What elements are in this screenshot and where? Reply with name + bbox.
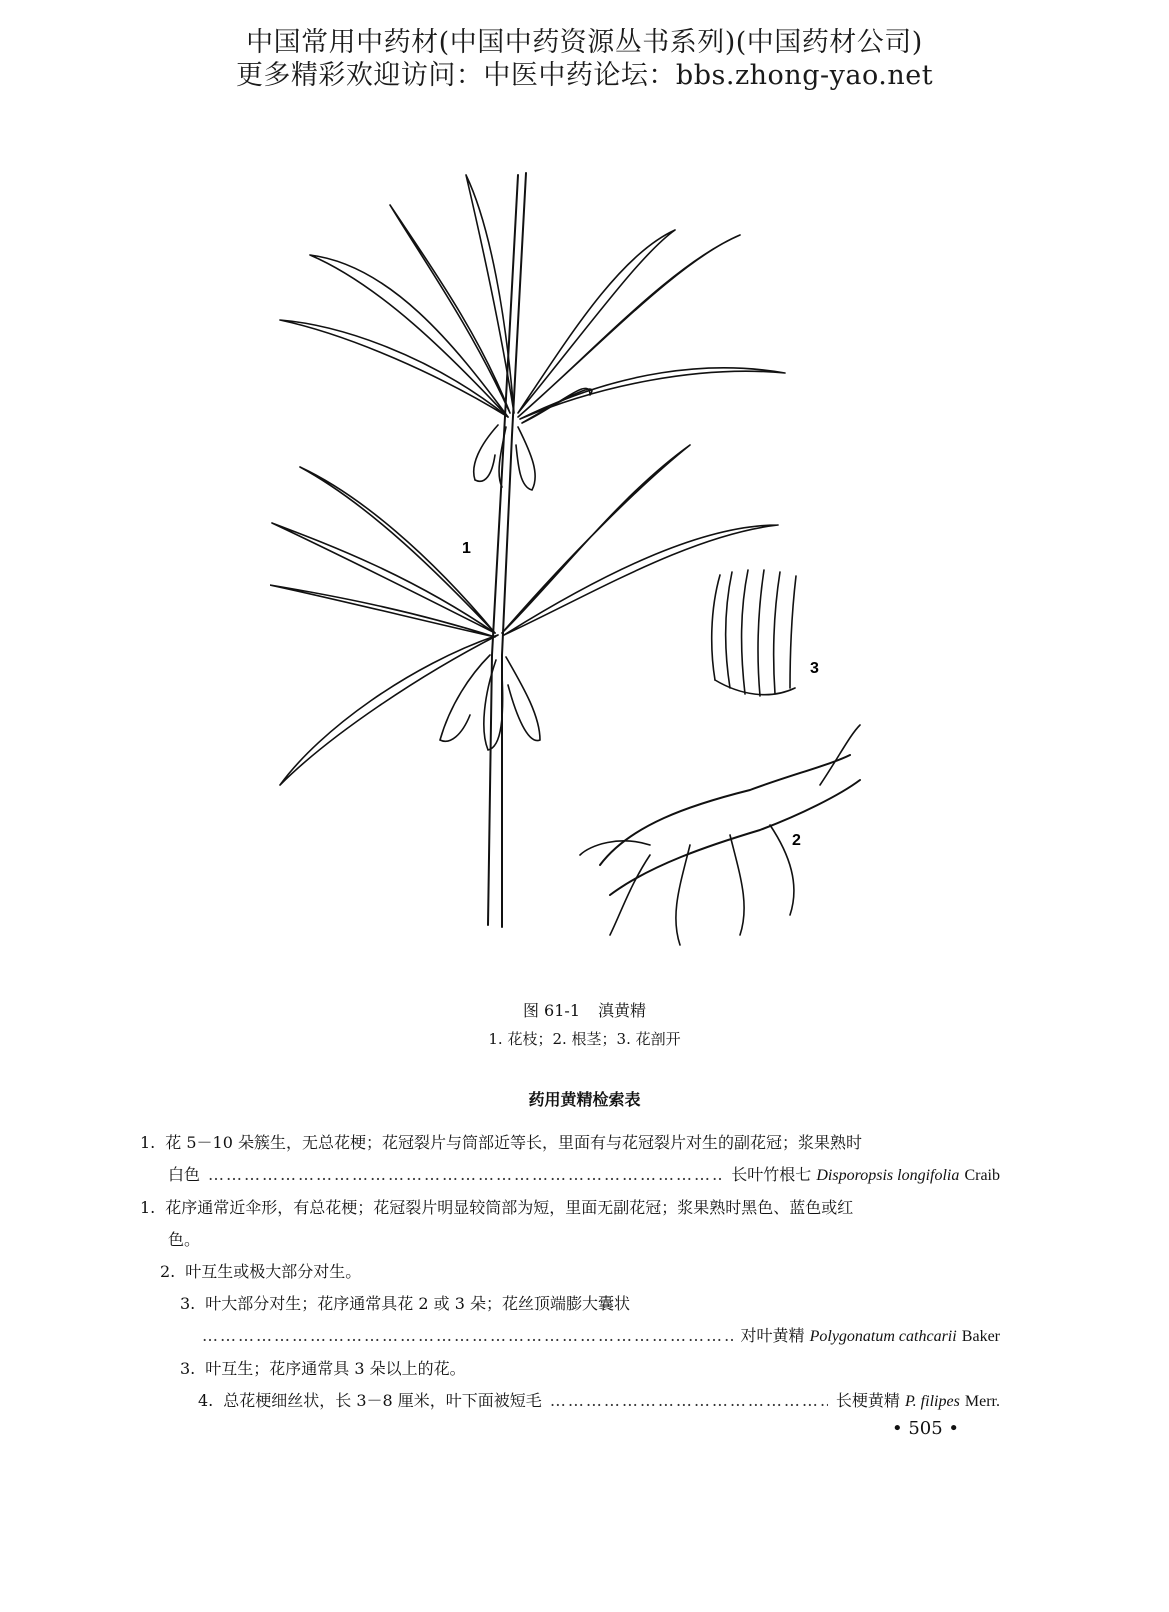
- dot-leader: [202, 1320, 733, 1352]
- key-item-1a: 1. 花 5－10 朵簇生，无总花梗；花冠裂片与筒部近等长，里面有与花冠裂片对生的副花冠；浆果熟时: [140, 1133, 862, 1152]
- figure-caption: [0, 998, 1169, 1021]
- leaf: [520, 368, 785, 419]
- leaf: [518, 235, 740, 417]
- dissected-flower: [712, 570, 796, 696]
- figure-label-2: 2: [792, 832, 801, 849]
- key-title: 药用黄精检索表: [528, 1090, 641, 1109]
- figure-parts-legend: 1. 花枝；2. 根茎；3. 花剖开: [488, 1030, 681, 1048]
- rhizome: [580, 725, 860, 945]
- figure-number: 图 61-1: [522, 1001, 581, 1020]
- figure-label-3: 3: [810, 660, 819, 677]
- figure-label-1: 1: [462, 540, 471, 557]
- leaf: [390, 205, 510, 413]
- botanical-illustration: [270, 155, 870, 975]
- dot-leader: [550, 1385, 828, 1417]
- page-header: [0, 26, 1169, 92]
- flower-cluster: [474, 425, 535, 490]
- key-item-1b-cont: 色。: [168, 1230, 201, 1249]
- key-item-3a-cont: ……………………………………………………………………………………………………………………………………………… 对叶黄精 Polygonatum cathcarii Baker: [140, 1320, 1000, 1353]
- leaf: [504, 525, 778, 635]
- page-number: • 505 •: [892, 1418, 960, 1439]
- key-item-2: 2. 叶互生或极大部分对生。: [160, 1262, 362, 1281]
- key-item-1a-cont: 白色 ……………………………………………………………………………………………………………………………………………… 长叶竹根七 Disporopsis longifolia Craib: [140, 1159, 1000, 1192]
- key-item-4: 4. 总花梗细丝状，长 3－8 厘米，叶下面被短毛 ……………………………………………………………………………………………………………………………………………… 长梗黄精 P. filipes Merr.: [140, 1385, 1000, 1418]
- key-item-3b: 3. 叶互生；花序通常具 3 朵以上的花。: [180, 1359, 466, 1378]
- identification-key: [140, 1127, 1000, 1418]
- leaf: [310, 255, 508, 417]
- header-line-1: 中国常用中药材(中国中药资源丛书系列)(中国药材公司): [246, 27, 923, 58]
- dot-leader: [208, 1159, 723, 1191]
- figure-title: 滇黄精: [598, 1001, 647, 1020]
- key-item-1b: 1. 花序通常近伞形，有总花梗；花冠裂片明显较筒部为短，里面无副花冠；浆果熟时黑色、蓝色或红: [140, 1198, 854, 1217]
- key-item-3a: 3. 叶大部分对生；花序通常具花 2 或 3 朵；花丝顶端膨大囊状: [180, 1294, 630, 1313]
- leaf: [280, 320, 508, 417]
- leaf: [280, 635, 498, 785]
- leaf: [518, 230, 675, 413]
- leaf: [502, 445, 690, 633]
- header-line-2: 更多精彩欢迎访问：中医中药论坛：bbs.zhong-yao.net: [235, 60, 934, 91]
